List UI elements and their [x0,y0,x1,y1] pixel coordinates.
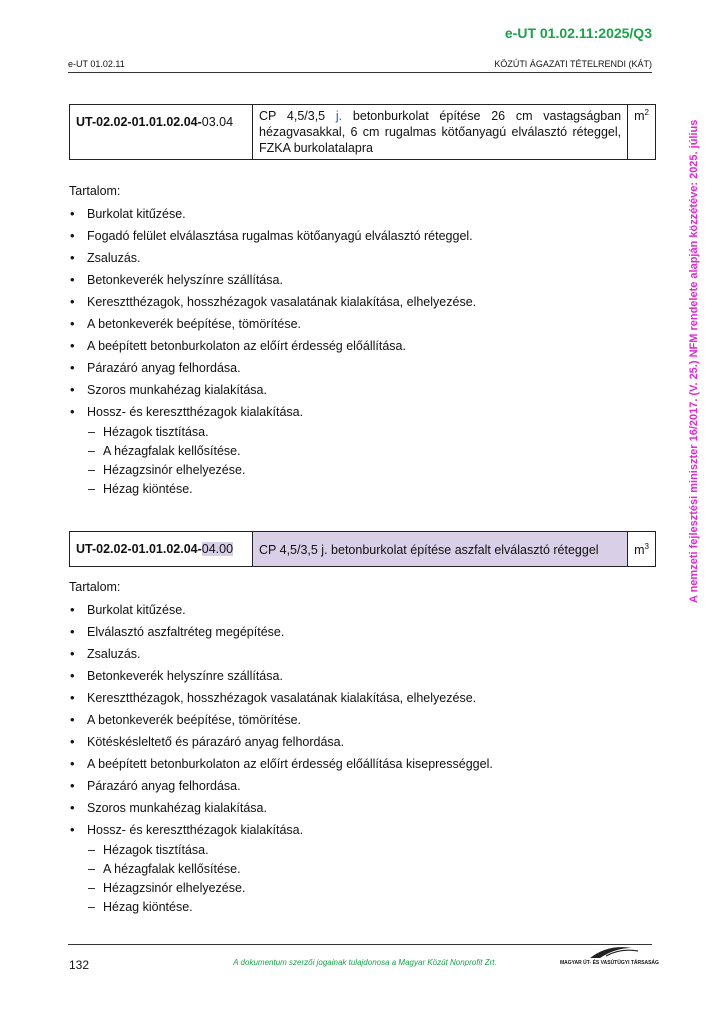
item2-content [69,580,629,917]
doc-code: e-UT 01.02.11:2025/Q3 [504,25,652,41]
item2-list [69,599,629,841]
item1-description: CP 4,5/3,5 j. betonburkolat építése 26 cm vastagságban hézagvasakkal, 6 cm rugalmas kötőanyagú elválasztó réteggel, FZKA burkolatalapra [253,105,628,160]
item1-list [69,203,629,423]
item2-sublist [69,841,629,917]
item1-code: UT-02.02-01.01.02.04-03.04 [70,105,253,160]
list-item: • A beépített betonburkolaton az előírt érdesség előállítása kiseprességgel. [69,753,629,775]
list-item: • Zsaluzás. [69,643,629,665]
page-header [68,58,652,73]
list-item: • Keresztthézagok, hosszhézagok vasalatának kialakítása, elhelyezése. [69,291,629,313]
list-item: • Burkolat kitűzése. [69,599,629,621]
item2-unit: $m^3$ [628,532,656,567]
sub-list-item: – Hézag kiöntése. [69,480,629,499]
company-logo [560,942,659,972]
list-item: • Szoros munkahézag kialakítása. [69,379,629,401]
list-item: • Párazáró anyag felhordása. [69,775,629,797]
item2-content-title: Tartalom: [69,580,121,594]
item2-table [69,531,656,567]
item2-description: CP 4,5/3,5 j. betonburkolat építése aszfalt elválasztó réteggel [253,532,628,567]
item1-content-title: Tartalom: [69,184,121,198]
list-item: • A betonkeverék beépítése, tömörítése. [69,313,629,335]
copyright-notice: A dokumentum szerzői jogainak tulajdonosa a Magyar Közút Nonprofit Zrt. [233,958,497,967]
sub-list-item: – Hézag kiöntése. [69,898,629,917]
sub-list-item: – Hézagok tisztítása. [69,841,629,860]
list-item: • Hossz- és keresztthézagok kialakítása. [69,401,629,423]
header-right: KÖZÚTI ÁGAZATI TÉTELRENDI (KÁT) [494,59,652,69]
list-item: • Kötéskésleltető és párazáró anyag felhordása. [69,731,629,753]
list-item: • Elválasztó aszfaltréteg megépítése. [69,621,629,643]
item1-sublist [69,423,629,499]
list-item: • Zsaluzás. [69,247,629,269]
list-item: • Hossz- és keresztthézagok kialakítása. [69,819,629,841]
logo-swoosh-icon [560,942,656,962]
list-item: • A beépített betonburkolaton az előírt érdesség előállítása. [69,335,629,357]
item1-table [69,104,656,160]
list-item: • Betonkeverék helyszínre szállítása. [69,665,629,687]
sub-list-item: – A hézagfalak kellősítése. [69,442,629,461]
page-number: 132 [69,958,90,972]
header-left: e-UT 01.02.11 [68,59,125,69]
item1-unit: $m^2$ [628,105,656,160]
item2-code: UT-02.02-01.01.02.04-04.00 [70,532,253,567]
item1-content [69,184,629,499]
list-item: • A betonkeverék beépítése, tömörítése. [69,709,629,731]
sub-list-item: – Hézagzsinór elhelyezése. [69,879,629,898]
logo-text: MAGYAR ÚT- ÉS VASÚTÜGYI TÁRSASÁG [560,960,659,966]
list-item: • Szoros munkahézag kialakítása. [69,797,629,819]
list-item: • Párazáró anyag felhordása. [69,357,629,379]
sub-list-item: – A hézagfalak kellősítése. [69,860,629,879]
list-item: • Betonkeverék helyszínre szállítása. [69,269,629,291]
list-item: • Fogadó felület elválasztása rugalmas kötőanyagú elválasztó réteggel. [69,225,629,247]
sub-list-item: – Hézagzsinór elhelyezése. [69,461,629,480]
list-item: • Burkolat kitűzése. [69,203,629,225]
list-item: • Keresztthézagok, hosszhézagok vasalatának kialakítása, elhelyezése. [69,687,629,709]
sub-list-item: – Hézagok tisztítása. [69,423,629,442]
side-note: A nemzeti fejlesztési miniszter 16/2017. (V. 25.) NFM rendelete alapján közzétéve: 2025. július [688,119,700,604]
